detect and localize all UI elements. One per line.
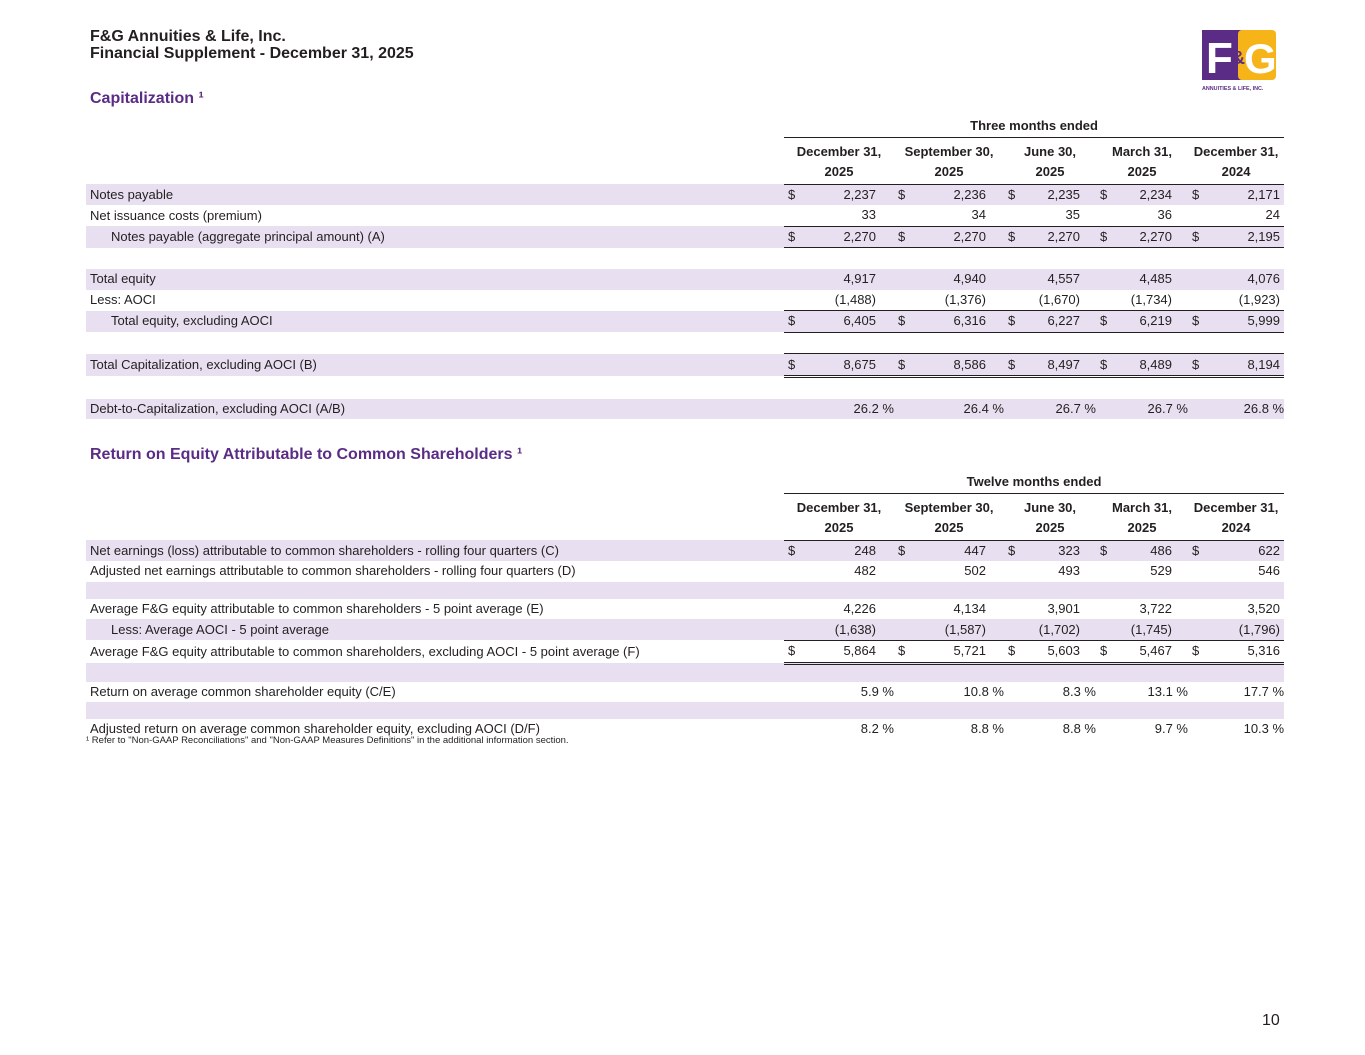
cell-value: 26.8 % <box>1200 399 1284 420</box>
row-label: Return on average common shareholder equity (C/E) <box>90 683 396 699</box>
cell-value: 493 <box>1058 563 1080 579</box>
column-header: June 30, 2025 <box>1004 493 1096 540</box>
table-row <box>86 205 1284 226</box>
cell-value: 3,722 <box>1139 601 1172 617</box>
spacer-row <box>86 702 1284 719</box>
table-row <box>86 619 1284 640</box>
cell-value: 2,270 <box>796 226 876 248</box>
currency-symbol <box>1188 290 1200 311</box>
column-header: March 31, 2025 <box>1096 493 1188 540</box>
currency-symbol <box>784 561 796 582</box>
currency-symbol: $ <box>784 540 796 561</box>
currency-symbol <box>894 399 906 420</box>
logo-tagline: ANNUITIES & LIFE, INC. <box>1202 86 1264 92</box>
row-label: Total equity, excluding AOCI <box>86 311 776 333</box>
currency-symbol <box>1188 599 1200 620</box>
table-row <box>86 311 1284 333</box>
currency-symbol <box>1004 269 1016 290</box>
cell-value: 13.1 % <box>1147 683 1188 699</box>
currency-symbol: $ <box>1188 354 1200 377</box>
currency-symbol <box>784 719 796 740</box>
currency-symbol <box>1096 719 1108 740</box>
currency-symbol <box>894 269 906 290</box>
cell-value: 6,219 <box>1108 311 1172 333</box>
cell-value: (1,376) <box>906 290 986 311</box>
row-label: Average F&G equity attributable to common shareholders - 5 point average (E) <box>90 601 544 617</box>
row-label: Total Capitalization, excluding AOCI (B) <box>86 354 776 377</box>
row-label: Net earnings (loss) attributable to common shareholders - rolling four quarters (C) <box>86 540 776 561</box>
cell-value: 9.7 % <box>1154 721 1188 737</box>
table-row <box>86 640 1284 663</box>
column-header: September 30, 2025 <box>894 493 1004 540</box>
cell-value: (1,745) <box>1108 619 1172 640</box>
cell-value: 2,195 <box>1200 226 1280 248</box>
currency-symbol: $ <box>1004 311 1016 333</box>
cell-value: 8,586 <box>906 354 986 377</box>
cell-value: 10.8 % <box>963 683 1004 699</box>
currency-symbol: $ <box>784 226 796 248</box>
row-label: Adjusted net earnings attributable to common shareholders - rolling four quarters (D) <box>90 563 576 579</box>
cell-value: 4,557 <box>1016 269 1080 290</box>
currency-symbol <box>1188 561 1200 582</box>
currency-symbol <box>1004 599 1016 620</box>
table-row <box>86 682 1284 703</box>
cell-value: (1,638) <box>796 619 876 640</box>
cell-value: 4,226 <box>843 601 876 617</box>
currency-symbol <box>894 290 906 311</box>
table-row <box>86 561 1284 582</box>
row-label: Total equity <box>86 269 776 290</box>
currency-symbol: $ <box>894 354 906 377</box>
row-label: Notes payable <box>86 184 776 205</box>
cell-value: 2,235 <box>1016 184 1080 205</box>
capitalization-table <box>86 116 1284 419</box>
group-header: Three months ended <box>784 116 1284 137</box>
cell-value: 26.2 % <box>796 399 894 420</box>
column-header: December 31, 2025 <box>784 137 894 184</box>
currency-symbol: $ <box>894 311 906 333</box>
currency-symbol <box>1004 682 1016 703</box>
row-label: Average F&G equity attributable to common shareholders, excluding AOCI - 5 point average (F) <box>90 643 640 659</box>
cell-value: 8,497 <box>1016 354 1080 377</box>
company-name: F&G Annuities & Life, Inc. <box>90 28 286 45</box>
table-row <box>86 540 1284 561</box>
column-header-row <box>86 137 1284 184</box>
currency-symbol: $ <box>894 640 906 663</box>
column-header: June 30, 2025 <box>1004 137 1096 184</box>
currency-symbol <box>1096 399 1108 420</box>
fg-logo <box>1202 28 1280 92</box>
currency-symbol <box>1096 269 1108 290</box>
row-label: Net issuance costs (premium) <box>90 207 262 223</box>
currency-symbol <box>1188 205 1200 226</box>
cell-value: 622 <box>1200 540 1280 561</box>
report-subtitle: Financial Supplement - December 31, 2025 <box>90 45 414 62</box>
currency-symbol: $ <box>784 311 796 333</box>
cell-value: 8,194 <box>1200 354 1280 377</box>
cell-value: 36 <box>1108 205 1172 226</box>
currency-symbol <box>894 719 906 740</box>
currency-symbol <box>1096 599 1108 620</box>
roe-table <box>86 472 1284 740</box>
spacer-row <box>86 582 1284 599</box>
cell-value: 447 <box>906 540 986 561</box>
cell-value: 34 <box>906 205 986 226</box>
capitalization-title: Capitalization ¹ <box>90 90 204 107</box>
spacer-row <box>86 376 1284 398</box>
cell-value: 4,917 <box>796 269 876 290</box>
currency-symbol <box>784 205 796 226</box>
cell-value: 2,236 <box>906 184 986 205</box>
row-label: Debt-to-Capitalization, excluding AOCI (A/B) <box>86 399 776 420</box>
currency-symbol <box>1004 399 1016 420</box>
currency-symbol: $ <box>894 184 906 205</box>
cell-value: 26.7 % <box>1016 399 1096 420</box>
svg-text:&: & <box>1232 48 1245 68</box>
cell-value: 24 <box>1200 205 1280 226</box>
cell-value: 6,405 <box>796 311 876 333</box>
spacer-row <box>86 248 1284 269</box>
cell-value: 6,316 <box>906 311 986 333</box>
currency-symbol: $ <box>784 184 796 205</box>
cell-value: 35 <box>1016 205 1080 226</box>
cell-value: 26.7 % <box>1108 399 1188 420</box>
cell-value: 8,489 <box>1108 354 1172 377</box>
cell-value: 3,520 <box>1247 601 1280 617</box>
cell-value: (1,796) <box>1200 619 1280 640</box>
currency-symbol: $ <box>894 540 906 561</box>
footnote: ¹ Refer to "Non-GAAP Reconciliations" and "Non-GAAP Measures Definitions" in the additional information section. <box>86 735 569 746</box>
cell-value: 17.7 % <box>1243 683 1285 699</box>
currency-symbol: $ <box>1004 184 1016 205</box>
currency-symbol <box>1004 619 1016 640</box>
currency-symbol: $ <box>1096 540 1108 561</box>
currency-symbol <box>1004 290 1016 311</box>
cell-value: 482 <box>854 563 876 579</box>
currency-symbol <box>894 599 906 620</box>
cell-value: 2,237 <box>796 184 876 205</box>
currency-symbol <box>1188 682 1200 703</box>
page-number: 10 <box>1262 1012 1280 1029</box>
currency-symbol: $ <box>1096 184 1108 205</box>
cell-value: 2,234 <box>1108 184 1172 205</box>
cell-value: 4,940 <box>906 269 986 290</box>
cell-value: 529 <box>1150 563 1172 579</box>
cell-value: 8.8 % <box>970 721 1004 737</box>
currency-symbol <box>784 399 796 420</box>
currency-symbol <box>1096 619 1108 640</box>
row-label: Less: AOCI <box>90 292 156 308</box>
cell-value: 8.8 % <box>1062 721 1096 737</box>
cell-value: 5,864 <box>796 640 876 663</box>
table-row <box>86 399 1284 420</box>
currency-symbol: $ <box>1188 311 1200 333</box>
cell-value: (1,587) <box>906 619 986 640</box>
currency-symbol: $ <box>784 354 796 377</box>
cell-value: 2,270 <box>1016 226 1080 248</box>
column-header: December 31, 2025 <box>784 493 894 540</box>
row-label: Notes payable (aggregate principal amount) (A) <box>86 226 776 248</box>
column-header: December 31, 2024 <box>1188 493 1284 540</box>
currency-symbol: $ <box>1096 354 1108 377</box>
currency-symbol <box>1096 682 1108 703</box>
currency-symbol <box>1096 205 1108 226</box>
group-header-row <box>86 472 1284 493</box>
cell-value: 2,270 <box>906 226 986 248</box>
column-header-row <box>86 493 1284 540</box>
currency-symbol: $ <box>1096 640 1108 663</box>
row-label: Less: Average AOCI - 5 point average <box>86 619 776 640</box>
currency-symbol: $ <box>1004 640 1016 663</box>
currency-symbol: $ <box>1004 354 1016 377</box>
cell-value: 5,316 <box>1200 640 1280 663</box>
currency-symbol <box>894 619 906 640</box>
svg-text:F: F <box>1206 34 1233 83</box>
column-header: December 31, 2024 <box>1188 137 1284 184</box>
currency-symbol: $ <box>784 640 796 663</box>
currency-symbol: $ <box>1004 540 1016 561</box>
cell-value: 546 <box>1258 563 1280 579</box>
currency-symbol: $ <box>894 226 906 248</box>
currency-symbol: $ <box>1188 226 1200 248</box>
currency-symbol <box>1004 205 1016 226</box>
table-row <box>86 290 1284 311</box>
currency-symbol <box>784 269 796 290</box>
currency-symbol <box>894 205 906 226</box>
cell-value: 8.3 % <box>1062 683 1096 699</box>
cell-value: 5,603 <box>1016 640 1080 663</box>
cell-value: 2,270 <box>1108 226 1172 248</box>
currency-symbol: $ <box>1096 311 1108 333</box>
currency-symbol <box>894 561 906 582</box>
cell-value: (1,923) <box>1200 290 1280 311</box>
currency-symbol <box>1188 399 1200 420</box>
table-row <box>86 599 1284 620</box>
currency-symbol: $ <box>1188 640 1200 663</box>
cell-value: 5,999 <box>1200 311 1280 333</box>
currency-symbol <box>784 619 796 640</box>
cell-value: (1,702) <box>1016 619 1080 640</box>
spacer-row <box>86 332 1284 354</box>
currency-symbol: $ <box>1096 226 1108 248</box>
currency-symbol <box>784 290 796 311</box>
cell-value: 8,675 <box>796 354 876 377</box>
cell-value: (1,488) <box>796 290 876 311</box>
currency-symbol <box>784 599 796 620</box>
cell-value: 8.2 % <box>860 721 894 737</box>
roe-title: Return on Equity Attributable to Common Shareholders ¹ <box>90 446 523 463</box>
cell-value: 4,076 <box>1200 269 1280 290</box>
table-row <box>86 269 1284 290</box>
currency-symbol: $ <box>1004 226 1016 248</box>
cell-value: (1,734) <box>1108 290 1172 311</box>
group-header: Twelve months ended <box>784 472 1284 493</box>
cell-value: 10.3 % <box>1243 721 1285 737</box>
cell-value: 3,901 <box>1047 601 1080 617</box>
column-header: September 30, 2025 <box>894 137 1004 184</box>
cell-value: 502 <box>964 563 986 579</box>
cell-value: 5.9 % <box>860 683 894 699</box>
table-row <box>86 226 1284 248</box>
currency-symbol <box>1096 561 1108 582</box>
currency-symbol <box>1188 719 1200 740</box>
cell-value: 33 <box>796 205 876 226</box>
spacer-row <box>86 663 1284 682</box>
cell-value: 486 <box>1108 540 1172 561</box>
cell-value: 6,227 <box>1016 311 1080 333</box>
currency-symbol <box>1004 719 1016 740</box>
column-header: March 31, 2025 <box>1096 137 1188 184</box>
cell-value: (1,670) <box>1016 290 1080 311</box>
cell-value: 26.4 % <box>906 399 1004 420</box>
cell-value: 4,485 <box>1108 269 1172 290</box>
currency-symbol <box>1004 561 1016 582</box>
currency-symbol <box>1188 269 1200 290</box>
cell-value: 2,171 <box>1200 184 1280 205</box>
cell-value: 5,721 <box>906 640 986 663</box>
group-header-row <box>86 116 1284 137</box>
page-header <box>90 28 414 62</box>
cell-value: 5,467 <box>1108 640 1172 663</box>
cell-value: 4,134 <box>953 601 986 617</box>
currency-symbol <box>784 682 796 703</box>
currency-symbol <box>894 682 906 703</box>
currency-symbol: $ <box>1188 540 1200 561</box>
cell-value: 248 <box>796 540 876 561</box>
table-row <box>86 354 1284 377</box>
table-row <box>86 184 1284 205</box>
svg-text:G: G <box>1244 35 1277 82</box>
currency-symbol: $ <box>1188 184 1200 205</box>
cell-value: 323 <box>1016 540 1080 561</box>
currency-symbol <box>1188 619 1200 640</box>
currency-symbol <box>1096 290 1108 311</box>
row-label: Adjusted return on average common shareholder equity, excluding AOCI (D/F) <box>90 721 540 737</box>
